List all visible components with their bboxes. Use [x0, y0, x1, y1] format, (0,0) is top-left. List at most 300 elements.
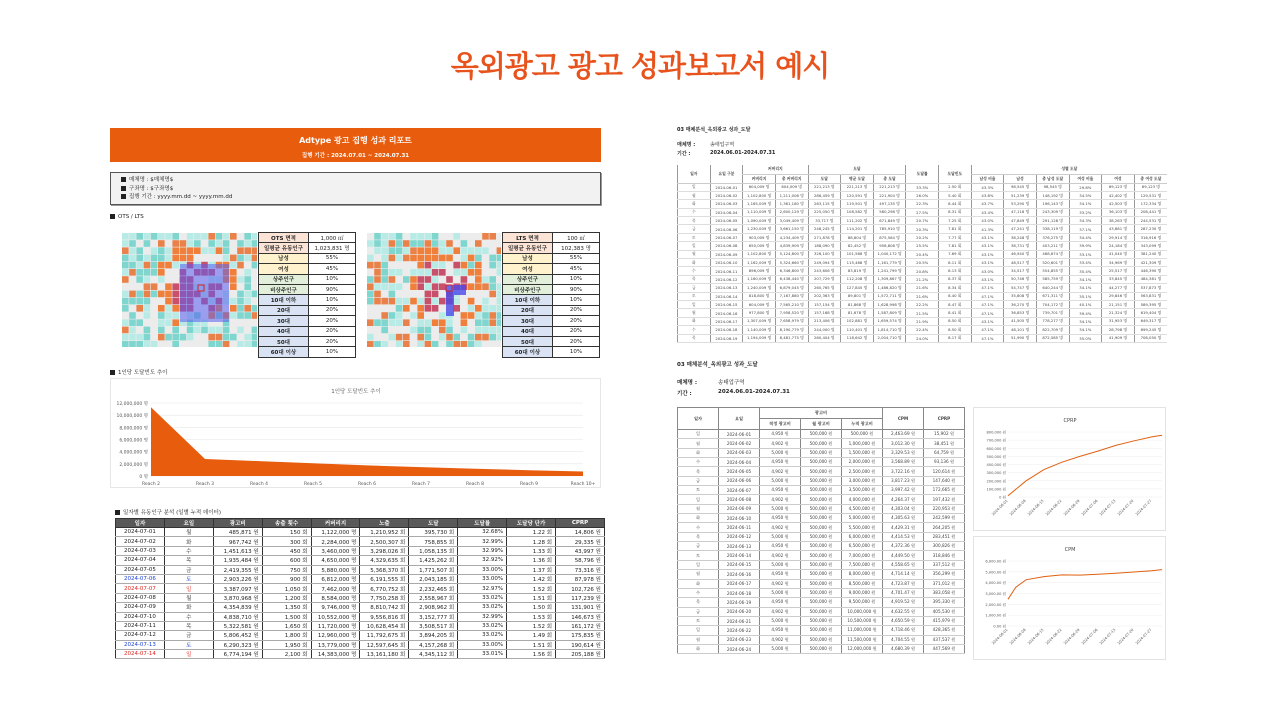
table-cell: 2,600,129 명	[775, 208, 808, 216]
table-cell: 4,902 원	[760, 495, 801, 504]
table-cell: 2024-06-14	[719, 551, 760, 560]
table-cell: 958,808 명	[873, 242, 906, 250]
kv-row	[503, 316, 600, 326]
table-cell: 수	[678, 588, 719, 597]
table-cell: 7,167,880 명	[775, 292, 808, 300]
table-row	[116, 546, 605, 555]
kv-label: 40대	[503, 326, 553, 336]
table-row	[678, 439, 965, 448]
table-cell: 785,910 명	[873, 225, 906, 233]
table-cell: 33.02%	[458, 631, 507, 640]
column-header: 노출	[360, 519, 409, 528]
table-cell: 13,779,000 명	[311, 640, 360, 649]
table-row	[678, 542, 965, 551]
table-cell: 4,902 원	[760, 467, 801, 476]
table-cell: 3,000,000 원	[842, 476, 883, 485]
table-cell: 월	[678, 191, 711, 199]
table-cell: 1,425,262 회	[409, 556, 458, 565]
table-cell: 54,747 명	[1004, 284, 1037, 292]
table-cell: 8.44 회	[939, 200, 972, 208]
table-cell: 2024-06-19	[710, 334, 743, 342]
column-header: 광고비	[760, 408, 883, 419]
table-cell: 월	[678, 309, 711, 317]
table-cell: 98,545 명	[1036, 183, 1069, 191]
table-cell: 목	[678, 217, 711, 225]
table-cell: 4,902 원	[760, 579, 801, 588]
table-cell: 2,000,000 원	[842, 458, 883, 467]
table-cell: 47.1%	[971, 309, 1004, 317]
table-cell: 5,000 원	[760, 644, 801, 653]
table-cell: 2024-06-18	[710, 326, 743, 334]
table-cell: 1,361,180 명	[775, 200, 808, 208]
kv-label: OTS 면적	[259, 233, 309, 243]
table-cell: 300 회	[262, 537, 311, 546]
chart-title: 1인당 도달빈도 추이	[331, 389, 381, 395]
table-cell: 2024-06-23	[719, 635, 760, 644]
table-cell: 수	[164, 612, 213, 621]
table-cell: 739,701 명	[1036, 309, 1069, 317]
table-cell: 376,275 명	[1036, 233, 1069, 241]
table-cell: 43.1%	[971, 233, 1004, 241]
x-tick-label: 2024-06-01	[991, 627, 1009, 646]
table-cell: 21.9%	[906, 317, 939, 325]
kv-row	[503, 253, 600, 263]
table-row	[678, 523, 965, 532]
table-row	[116, 565, 605, 574]
table-cell: 2024-06-21	[719, 616, 760, 625]
table-cell: 12,597,645 회	[360, 640, 409, 649]
table-cell: 2,004,710 명	[873, 334, 906, 342]
reach-area	[151, 407, 583, 476]
table-cell: 7,958,520 명	[775, 309, 808, 317]
table-row	[678, 570, 965, 579]
table-cell: 1,486,820 명	[873, 284, 906, 292]
table-cell: 목	[678, 275, 711, 283]
table-cell: 131,901 원	[556, 603, 605, 612]
ots-heatmap-image	[122, 233, 257, 347]
table-row	[678, 430, 965, 439]
table-cell: 2,558,967 회	[409, 593, 458, 602]
table-cell: 604,009 명	[743, 300, 776, 308]
table-cell: 900 회	[262, 574, 311, 583]
table-row	[678, 275, 1168, 283]
table-cell: 117,239 원	[556, 593, 605, 602]
table-cell: 29,846 명	[1102, 292, 1135, 300]
table-cell: 6,770,752 회	[360, 584, 409, 593]
table-cell: 120,614 원	[924, 467, 965, 476]
table-cell: 3,894,205 회	[409, 631, 458, 640]
table-cell: 21.6%	[906, 292, 939, 300]
table-cell: 650,009 명	[743, 242, 776, 250]
table-cell: 5,000 원	[760, 588, 801, 597]
table-cell: 338,119 명	[1036, 225, 1069, 233]
table-cell: 563,831 명	[1134, 292, 1167, 300]
table-cell: 260,765 명	[808, 284, 841, 292]
y-tick-label: 600,000 원	[986, 446, 1006, 451]
table-cell: 11,000,000 원	[842, 626, 883, 635]
table-cell: 29.8%	[1069, 183, 1102, 191]
kv-label: 40대	[259, 326, 309, 336]
table-cell: 600 회	[262, 556, 311, 565]
table-cell: 205,188 원	[556, 650, 605, 659]
table-cell: 758,855 회	[409, 537, 458, 546]
table-cell: 25,517 명	[1102, 267, 1135, 275]
column-header: 송출 횟수	[262, 519, 311, 528]
table-cell: 36,103 명	[1102, 208, 1135, 216]
table-cell: 11,720,000 명	[311, 621, 360, 630]
table-cell: 1.50 회	[507, 603, 556, 612]
table-cell: 금	[678, 476, 719, 485]
table-row	[678, 309, 1168, 317]
table-cell: 화	[164, 537, 213, 546]
y-tick-label: 300,000 원	[986, 471, 1006, 476]
table-cell: 1,309,867 명	[873, 275, 906, 283]
table-cell: 6,879,045 명	[775, 284, 808, 292]
table-cell: 14,806 원	[556, 528, 605, 537]
table-row	[678, 200, 1168, 208]
table-cell: 2024-07-12	[116, 631, 165, 640]
kv-label: 비상주인구	[259, 284, 309, 294]
table-row	[678, 467, 965, 476]
table-cell: 34.1%	[1069, 326, 1102, 334]
table-cell: 58,796 원	[556, 556, 605, 565]
table-cell: 1,650 회	[262, 621, 311, 630]
kv-value: 102,383 명	[553, 243, 600, 253]
column-header: 일자	[678, 165, 711, 183]
kv-value: 100 ㎡	[553, 233, 600, 243]
table-cell: 39.9%	[1069, 242, 1102, 250]
kv-label: 여성	[503, 264, 553, 274]
table-cell: 월	[678, 504, 719, 513]
table-cell: 2,232,465 회	[409, 584, 458, 593]
table-cell: 32.92%	[458, 556, 507, 565]
table-cell: 2024-07-09	[116, 603, 165, 612]
x-tick-label: 2024-06-29	[1062, 627, 1081, 646]
table-cell: 4,329,635 회	[360, 556, 409, 565]
table-cell: 32.99%	[458, 537, 507, 546]
table-cell: 4,718.46 원	[883, 626, 924, 635]
table-cell: 36,270 명	[1004, 300, 1037, 308]
table-cell: 283,451 원	[924, 532, 965, 541]
table-cell: 3,817.23 원	[883, 476, 924, 485]
table-cell: 395,330 원	[924, 598, 965, 607]
table-cell: 4,632.55 원	[883, 607, 924, 616]
y-tick-label: 800,000 원	[986, 430, 1006, 435]
table-cell: 10,000,000 원	[842, 607, 883, 616]
table-cell: 41,040 명	[1102, 250, 1135, 258]
kv-value: 20%	[309, 326, 356, 336]
table-cell: 101,568 명	[841, 250, 874, 258]
x-tick-label: 2024-06-15	[1027, 627, 1045, 646]
table-cell: 2,463.69 원	[883, 430, 924, 439]
table-cell: 395,730 회	[409, 528, 458, 537]
table-cell: 24,184 명	[1102, 242, 1135, 250]
table-row	[116, 584, 605, 593]
table-cell: 604,009 명	[775, 183, 808, 191]
table-cell: 29,335 원	[556, 537, 605, 546]
table-cell: 40.1%	[1069, 300, 1102, 308]
kv-value: 1,000 ㎡	[309, 233, 356, 243]
table-cell: 43.1%	[971, 250, 1004, 258]
table-cell: 53,290 명	[1004, 200, 1037, 208]
y-tick-label: 6,000.00 원	[985, 559, 1006, 564]
column-header: 커버리지	[743, 174, 776, 183]
cpm-line-chart	[973, 536, 1166, 660]
table-cell: 월	[678, 635, 719, 644]
table-cell: 500,000 원	[801, 560, 842, 569]
column-header: 일자	[678, 408, 719, 430]
table-cell: 1,194,009 명	[743, 334, 776, 342]
table-cell: 7,500,000 원	[842, 560, 883, 569]
rb-media-value: 송태업구역	[718, 380, 745, 386]
table-cell: 25.5%	[906, 242, 939, 250]
table-cell: 500,000 원	[801, 644, 842, 653]
table-cell: 11,792,675 회	[360, 631, 409, 640]
table-cell: 43.7%	[971, 200, 1004, 208]
kv-row	[503, 326, 600, 336]
table-cell: 208,441 명	[1134, 208, 1167, 216]
table-cell: 383,058 원	[924, 588, 965, 597]
table-cell: 221,213 명	[873, 183, 906, 191]
table-cell: 2,043,185 회	[409, 574, 458, 583]
table-cell: 20.3%	[906, 225, 939, 233]
table-cell: 1,165,009 명	[743, 200, 776, 208]
kv-value: 20%	[553, 326, 600, 336]
table-cell: 34.1%	[1069, 275, 1102, 283]
kv-row	[259, 274, 356, 284]
table-cell: 1,058,135 회	[409, 546, 458, 555]
column-header: CPRP	[556, 519, 605, 528]
lts-table	[502, 232, 600, 358]
table-cell: 110,401 명	[841, 326, 874, 334]
table-cell: 872,585 명	[1036, 334, 1069, 342]
table-cell: 500,000 원	[801, 616, 842, 625]
table-cell: 47,849 명	[1004, 217, 1037, 225]
table-cell: 649,317 명	[1134, 317, 1167, 325]
table-row	[678, 183, 1168, 191]
table-cell: 202,363 명	[808, 292, 841, 300]
table-cell: 38,451 원	[924, 439, 965, 448]
table-cell: 8.40 회	[939, 292, 972, 300]
table-cell: 41,909 명	[1102, 334, 1135, 342]
table-cell: 818,800 명	[743, 292, 776, 300]
table-cell: 1,451,613 원	[213, 546, 262, 555]
table-cell: 2,908,962 회	[409, 603, 458, 612]
table-cell: 금	[164, 565, 213, 574]
table-cell: 291,128 명	[1036, 217, 1069, 225]
table-cell: 2024-06-08	[719, 495, 760, 504]
table-cell: 1,500,000 원	[842, 448, 883, 457]
table-cell: 500,000 원	[801, 486, 842, 495]
table-cell: 213,406 명	[808, 317, 841, 325]
table-cell: 4,264.37 원	[883, 495, 924, 504]
table-row	[678, 300, 1168, 308]
header-row	[116, 519, 605, 528]
table-row	[678, 292, 1168, 300]
table-cell: 13,161,180 회	[360, 650, 409, 659]
table-cell: 2,500,000 원	[842, 467, 883, 476]
table-cell: 8.37 회	[939, 275, 972, 283]
table-cell: 3,329.53 원	[883, 448, 924, 457]
kv-value: 20%	[309, 316, 356, 326]
table-cell: 243,309 명	[1036, 208, 1069, 216]
kv-label: 30대	[259, 316, 309, 326]
table-cell: 금	[164, 631, 213, 640]
table-cell: 6,000,000 원	[842, 532, 883, 541]
table-cell: 2024-07-14	[116, 650, 165, 659]
chart-title: CPRP	[1063, 418, 1077, 424]
table-row	[678, 598, 965, 607]
table-cell: 6,812,000 명	[311, 574, 360, 583]
table-cell: 월	[164, 528, 213, 537]
table-cell: 4,650.59 원	[883, 616, 924, 625]
table-cell: 33.02%	[458, 593, 507, 602]
kv-label: 50대	[503, 336, 553, 346]
table-cell: 129,531 명	[1134, 191, 1167, 199]
table-cell: 82,452 명	[841, 242, 874, 250]
table-cell: 41.3%	[971, 225, 1004, 233]
table-cell: 500,000 원	[801, 579, 842, 588]
y-tick-label: 6,000,000 명	[119, 438, 148, 444]
y-tick-label: 0 원	[999, 495, 1006, 500]
table-cell: 43.1%	[971, 317, 1004, 325]
table-cell: 4,838,710 원	[213, 612, 262, 621]
rb-media-label: 매체명 :	[677, 380, 698, 386]
table-cell: 2024-06-19	[719, 598, 760, 607]
rt-title: 03 매체분석_옥외광고 성과_도달	[677, 127, 751, 133]
table-cell: 1,040,172 명	[873, 250, 906, 258]
table-cell: 4,723.87 원	[883, 579, 924, 588]
table-row	[678, 635, 965, 644]
table-row	[116, 574, 605, 583]
table-cell: 토	[678, 292, 711, 300]
x-tick-label: Reach 6	[357, 482, 377, 487]
table-cell: 2024-06-04	[710, 208, 743, 216]
table-cell: 2024-07-03	[116, 546, 165, 555]
x-tick-label: 2024-06-22	[1045, 627, 1063, 646]
table-cell: 437,537 원	[924, 635, 965, 644]
table-cell: 2024-07-10	[116, 612, 165, 621]
table-cell: 2,500,307 회	[360, 537, 409, 546]
kv-value: 10%	[553, 347, 600, 357]
table-row	[678, 486, 965, 495]
table-cell: 2024-06-16	[719, 570, 760, 579]
kv-value: 20%	[309, 305, 356, 315]
table-cell: 197,432 원	[924, 495, 965, 504]
x-tick-label: Reach 2	[141, 482, 161, 487]
table-cell: 화	[678, 514, 719, 523]
table-cell: 14,383,000 명	[311, 650, 360, 659]
table-cell: 33.4%	[1069, 259, 1102, 267]
column-header: 도달	[409, 519, 458, 528]
table-cell: 500,000 원	[801, 476, 842, 485]
table-row	[678, 326, 1168, 334]
table-cell: 287,230 명	[1134, 225, 1167, 233]
y-tick-label: 12,000,000 명	[116, 402, 148, 407]
cost-table	[677, 407, 965, 654]
table-cell: 월	[678, 570, 719, 579]
kv-row	[503, 305, 600, 315]
cprp-line-chart	[973, 407, 1166, 531]
table-row	[116, 621, 605, 630]
table-cell: 4,354,839 원	[213, 603, 262, 612]
table-cell: 6,774,194 원	[213, 650, 262, 659]
table-cell: 8.41 회	[939, 309, 972, 317]
table-cell: 1,162,009 명	[743, 259, 776, 267]
table-cell: 5,500,000 원	[842, 523, 883, 532]
table-cell: 108,582 명	[841, 208, 874, 216]
table-cell: 43,881 명	[1102, 225, 1135, 233]
table-cell: 8.31 회	[939, 208, 972, 216]
table-row	[678, 458, 965, 467]
table-row	[678, 476, 965, 485]
table-cell: 2024-07-08	[116, 593, 165, 602]
table-cell: 3,508,517 회	[409, 621, 458, 630]
table-cell: 1.51 회	[507, 640, 556, 649]
table-cell: 2024-06-09	[719, 504, 760, 513]
table-cell: 248,245 명	[808, 225, 841, 233]
column-header: 남성	[1004, 174, 1037, 183]
table-cell: 5,000 원	[760, 448, 801, 457]
column-header: 평균 도달	[841, 174, 874, 183]
table-cell: 22.2%	[906, 300, 939, 308]
table-cell: 9,500,000 원	[842, 598, 883, 607]
table-cell: 3,500,000 원	[842, 486, 883, 495]
table-cell: 일	[164, 584, 213, 593]
table-cell: 화	[678, 200, 711, 208]
table-cell: 1.53 회	[507, 612, 556, 621]
table-cell: 2024-06-03	[710, 200, 743, 208]
report-info-box	[110, 172, 601, 205]
kv-row	[259, 316, 356, 326]
table-cell: 2024-06-05	[719, 467, 760, 476]
table-cell: 8,481,775 명	[775, 334, 808, 342]
table-cell: 671,849 명	[873, 217, 906, 225]
table-cell: 2024-06-02	[719, 439, 760, 448]
table-cell: 33,717 명	[808, 217, 841, 225]
table-cell: 43.0%	[971, 217, 1004, 225]
table-cell: 1,935,484 원	[213, 556, 262, 565]
series-line	[1008, 570, 1162, 600]
table-cell: 640,244 명	[1036, 284, 1069, 292]
kv-row	[503, 295, 600, 305]
table-row	[678, 532, 965, 541]
x-tick-label: 2024-07-13	[1098, 627, 1117, 646]
table-cell: 47.1%	[971, 300, 1004, 308]
kv-row	[503, 233, 600, 243]
table-cell: 8,584,000 명	[311, 593, 360, 602]
y-tick-label: 2,000,000 명	[119, 462, 148, 468]
table-cell: 4,950 원	[760, 598, 801, 607]
table-cell: 수	[678, 458, 719, 467]
table-cell: 8.34 회	[939, 284, 972, 292]
y-tick-label: 8,000,000 명	[119, 426, 148, 432]
table-cell: 20.8%	[906, 267, 939, 275]
table-cell: 일	[678, 626, 719, 635]
table-cell: 3,870,968 원	[213, 593, 262, 602]
table-cell: 일	[678, 495, 719, 504]
table-cell: 1,050 회	[262, 584, 311, 593]
table-cell: 244,000 명	[808, 326, 841, 334]
table-cell: 2024-06-09	[710, 250, 743, 258]
kv-value: 1,023,831 명	[309, 243, 356, 253]
table-cell: 337,512 원	[924, 560, 965, 569]
table-cell: 50,746 명	[1004, 275, 1037, 283]
table-cell: 415,979 원	[924, 616, 965, 625]
report-header	[110, 128, 601, 162]
table-cell: 3,997.42 원	[883, 486, 924, 495]
table-cell: 500,000 원	[801, 635, 842, 644]
